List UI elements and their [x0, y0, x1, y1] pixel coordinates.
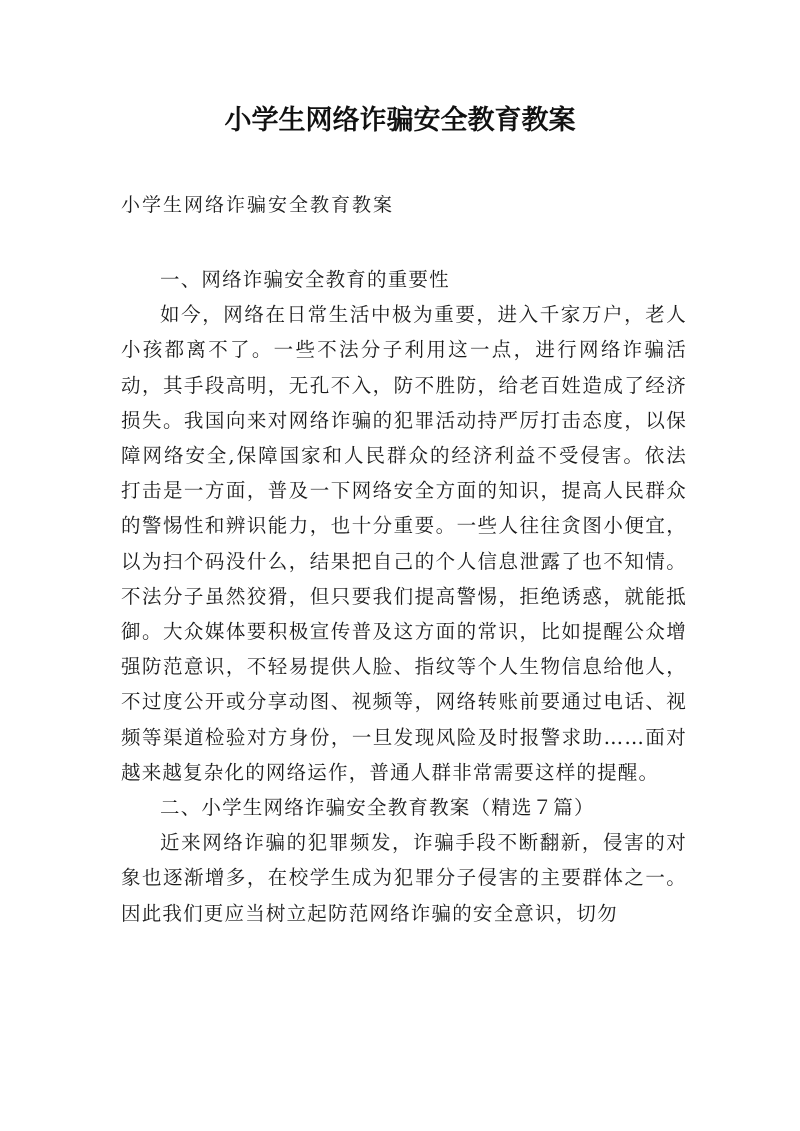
section-1-paragraph: 如今，网络在日常生活中极为重要，进入千家万户，老人小孩都离不了。一些不法分子利用这一点，进行网络诈骗活动，其手段高明，无孔不入，防不胜防，给老百姓造成了经济损失。我国向来对网络诈骗的犯罪活动持严厉打击态度，以保障网络安全,保障国家和人民群众的经济利益不受侵害。依法打击是一方面，普及一下网络安全方面的知识，提高人民群众的警惕性和辨识能力，也十分重要。一些人往往贪图小便宜，以为扫个码没什么，结果把自己的个人信息泄露了也不知情。不法分子虽然狡猾，但只要我们提高警惕，拒绝诱惑，就能抵御。大众媒体要积极宣传普及这方面的常识，比如提醒公众增强防范意识，不轻易提供人脸、指纹等个人生物信息给他人，不过度公开或分享动图、视频等，网络转账前要通过电话、视频等渠道检验对方身份，一旦发现风险及时报警求助……面对越来越复杂化的网络运作，普通人群非常需要这样的提醒。 — [121, 303, 687, 784]
section-1-heading: 一、网络诈骗安全教育的重要性 — [160, 268, 450, 291]
document-body — [121, 262, 687, 931]
section-2-paragraph: 近来网络诈骗的犯罪频发，诈骗手段不断翻新，侵害的对象也逐渐增多，在校学生成为犯罪分子侵害的主要群体之一。因此我们更应当树立起防范网络诈骗的安全意识，切勿 — [121, 831, 687, 925]
document-title: 小学生网络诈骗安全教育教案 — [224, 105, 576, 136]
section-2-heading: 二、小学生网络诈骗安全教育教案（精选７篇） — [160, 796, 595, 820]
document-subtitle: 小学生网络诈骗安全教育教案 — [121, 194, 395, 216]
